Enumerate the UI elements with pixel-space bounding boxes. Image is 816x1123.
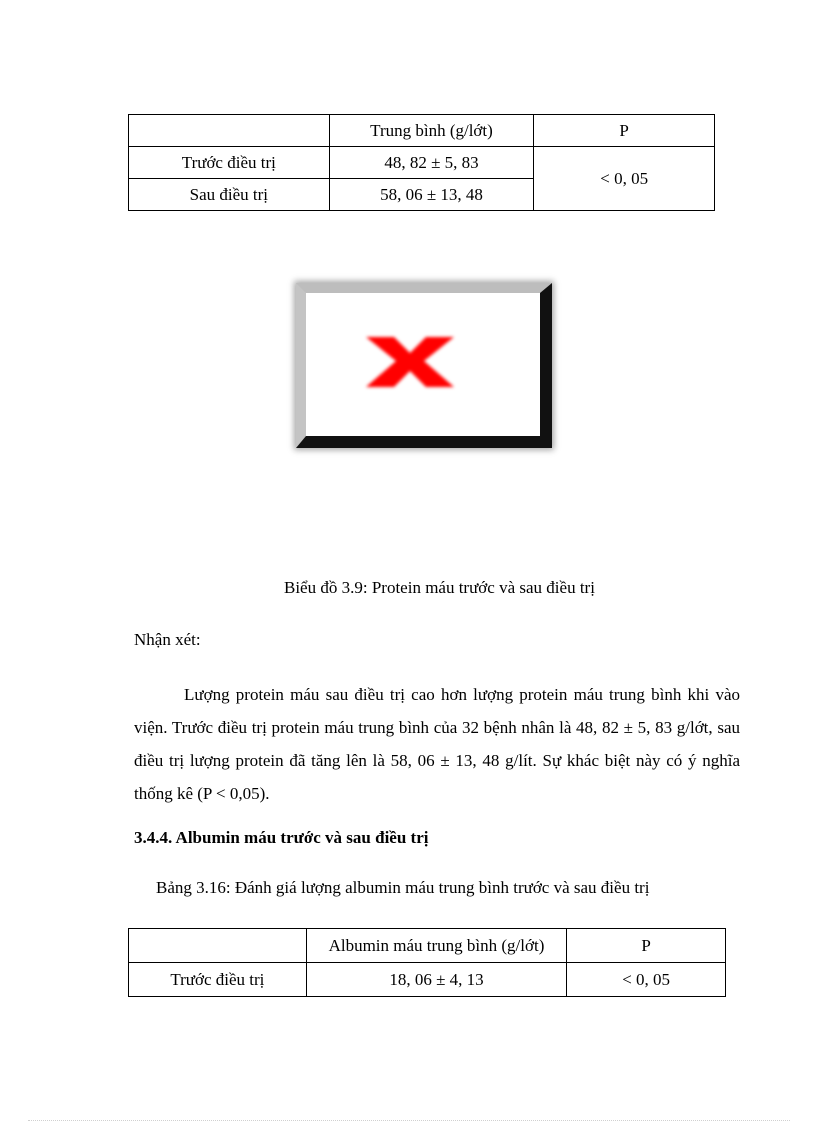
row-value: 58, 06 ± 13, 48: [329, 179, 534, 211]
section-heading: 3.4.4. Albumin máu trước và sau điều trị: [134, 828, 429, 847]
row-value: 18, 06 ± 4, 13: [306, 963, 567, 997]
header-cell-mean: Trung bình (g/lớt): [329, 115, 534, 147]
red-x-icon: [306, 293, 540, 436]
row-value: 48, 82 ± 5, 83: [329, 147, 534, 179]
figure-caption: Biểu đồ 3.9: Protein máu trước và sau điều trị: [284, 578, 595, 597]
protein-table: [128, 114, 715, 211]
table-header-row: [129, 929, 726, 963]
albumin-table: [128, 928, 726, 997]
row-label: Sau điều trị: [129, 179, 330, 211]
table-row: [129, 963, 726, 997]
body-paragraph: Lượng protein máu sau điều trị cao hơn lượng protein máu trung bình khi vào viện. Trước điều trị protein máu trung bình của 32 bệnh nhân là 48, 82 ± 5, 83 g/lớt, sau điều trị lượng protein đã tăng lên là 58, 06 ± 13, 48 g/lít. Sự khác biệt này có ý nghĩa thống kê (P < 0,05).: [134, 685, 740, 803]
header-cell-empty: [129, 929, 307, 963]
p-value-cell: < 0, 05: [567, 963, 726, 997]
header-cell-p: P: [534, 115, 715, 147]
broken-image-icon: [296, 283, 552, 448]
page-bottom-divider: [28, 1120, 790, 1121]
remark-label: Nhận xét:: [134, 630, 201, 649]
header-cell-p: P: [567, 929, 726, 963]
table-title: Bảng 3.16: Đánh giá lượng albumin máu trung bình trước và sau điều trị: [156, 878, 650, 897]
table-row: [129, 147, 715, 179]
table-header-row: [129, 115, 715, 147]
row-label: Trước điều trị: [129, 147, 330, 179]
p-value-cell: < 0, 05: [534, 147, 715, 211]
header-cell-mean: Albumin máu trung bình (g/lớt): [306, 929, 567, 963]
header-cell-empty: [129, 115, 330, 147]
row-label: Trước điều trị: [129, 963, 307, 997]
